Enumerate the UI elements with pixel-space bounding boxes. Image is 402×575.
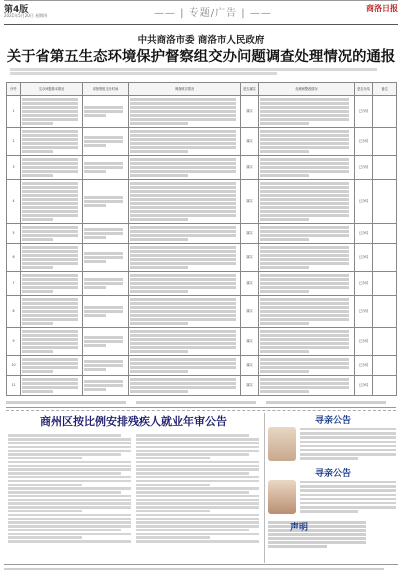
text-line (136, 442, 259, 444)
text-line (8, 446, 131, 448)
done-cell: 已办结 (355, 244, 373, 272)
search-notice-1-title: 寻亲公告 (314, 416, 351, 426)
handling-cell (259, 156, 355, 180)
text-line (268, 537, 366, 540)
status-cell: 属实 (241, 244, 259, 272)
notice-title: 关于省第五生态环境保护督察组交办问题调查处理情况的通报 (6, 49, 396, 65)
text-line (8, 442, 131, 444)
text-line (136, 521, 259, 523)
text-line (136, 525, 259, 527)
text-line (268, 529, 366, 532)
date-cell (83, 328, 129, 356)
paper-logo: 商洛日报 (366, 3, 398, 13)
text-line (136, 540, 259, 542)
handling-cell (259, 376, 355, 396)
col-header: 序号 (7, 83, 21, 96)
text-line (136, 480, 259, 482)
investigation-cell (129, 328, 241, 356)
text-line (300, 485, 396, 487)
text-line (8, 480, 131, 482)
table-footnotes (6, 397, 396, 407)
table-row (7, 376, 397, 396)
row-number: 1 (7, 96, 21, 128)
top-rule (4, 0, 398, 1)
status-cell: 属实 (241, 272, 259, 296)
text-line (136, 446, 259, 448)
child-photo (268, 427, 296, 461)
text-line (268, 545, 327, 548)
row-number: 2 (7, 128, 21, 156)
table-row (7, 96, 397, 128)
table-row (7, 328, 397, 356)
date-cell (83, 96, 129, 128)
remark-cell (373, 376, 397, 396)
text-line (8, 438, 131, 440)
handling-cell (259, 128, 355, 156)
text-line (8, 506, 131, 508)
text-line (300, 432, 396, 434)
investigation-cell (129, 296, 241, 328)
text-line (8, 521, 131, 523)
text-line (8, 495, 131, 497)
issue-cell (21, 224, 83, 244)
investigation-cell (129, 180, 241, 224)
col-header: 备注 (373, 83, 397, 96)
text-line (8, 491, 121, 493)
issue-cell (21, 180, 83, 224)
text-line (8, 510, 82, 512)
status-cell: 属实 (241, 96, 259, 128)
announcement-body (8, 433, 260, 551)
text-line (300, 453, 396, 455)
investigation-cell (129, 376, 241, 396)
text-line (300, 457, 358, 459)
text-line (136, 491, 249, 493)
col-header: 是否办结 (355, 83, 373, 96)
text-line (136, 465, 259, 467)
remark-cell (373, 244, 397, 272)
status-cell: 属实 (241, 224, 259, 244)
remark-cell (373, 224, 397, 244)
investigation-cell (129, 128, 241, 156)
text-line (136, 499, 259, 501)
text-line (8, 536, 82, 538)
text-line (8, 518, 131, 520)
issue-cell (21, 244, 83, 272)
text-line (136, 457, 210, 459)
text-line (8, 465, 131, 467)
status-cell: 属实 (241, 328, 259, 356)
text-line (300, 441, 396, 443)
page-number: 第4版 (4, 5, 29, 15)
issue-cell (21, 296, 83, 328)
text-line (136, 536, 210, 538)
text-line (136, 518, 259, 520)
text-line (8, 502, 131, 504)
handling-cell (259, 296, 355, 328)
table-row (7, 356, 397, 376)
status-cell: 属实 (241, 156, 259, 180)
text-line (8, 499, 131, 501)
statement-title: 声明 (290, 523, 309, 533)
remark-cell (373, 156, 397, 180)
text-line (8, 461, 131, 463)
page-footer (4, 564, 398, 573)
done-cell: 已办结 (355, 156, 373, 180)
investigation-cell (129, 156, 241, 180)
announcement-title: 商州区按比例安排残疾人就业年审公告 (40, 416, 227, 428)
text-line (136, 476, 259, 478)
date-cell (83, 156, 129, 180)
text-line (8, 476, 131, 478)
date-cell (83, 180, 129, 224)
text-line (8, 487, 131, 489)
row-number: 9 (7, 328, 21, 356)
text-line (8, 468, 131, 470)
text-line (8, 434, 121, 436)
status-cell: 属实 (241, 296, 259, 328)
done-cell: 已办结 (355, 128, 373, 156)
text-line (300, 481, 396, 483)
remark-cell (373, 296, 397, 328)
text-line (136, 453, 249, 455)
remark-cell (373, 272, 397, 296)
col-header: 省督察组交办时间 (83, 83, 129, 96)
text-line (8, 484, 82, 486)
handling-cell (259, 180, 355, 224)
table-header-row (7, 83, 397, 96)
text-line (136, 502, 259, 504)
child-photo (268, 480, 296, 514)
text-line (8, 525, 131, 527)
row-number: 5 (7, 224, 21, 244)
issue-cell (21, 96, 83, 128)
text-line (136, 438, 259, 440)
col-header: 处理和整改情况 (259, 83, 355, 96)
text-line (300, 428, 396, 430)
col-header: 调查核实情况 (129, 83, 241, 96)
text-line (136, 529, 249, 531)
status-cell: 属实 (241, 356, 259, 376)
search-notice-2-title: 寻亲公告 (314, 469, 351, 479)
issue-cell (21, 156, 83, 180)
done-cell: 已办结 (355, 296, 373, 328)
issues-table (6, 82, 397, 396)
text-line (300, 506, 396, 508)
announcement-column-left (8, 433, 131, 544)
text-line (300, 510, 358, 512)
text-line (136, 468, 259, 470)
text-line (136, 506, 259, 508)
handling-cell (259, 356, 355, 376)
remark-cell (373, 96, 397, 128)
handling-cell (259, 96, 355, 128)
table-row (7, 244, 397, 272)
row-number: 7 (7, 272, 21, 296)
text-line (136, 484, 210, 486)
text-line (300, 436, 396, 438)
text-line (136, 495, 259, 497)
header-rule (4, 24, 398, 25)
text-line (136, 487, 259, 489)
done-cell: 已办结 (355, 272, 373, 296)
text-line (136, 510, 210, 512)
investigation-cell (129, 96, 241, 128)
handling-cell (259, 328, 355, 356)
table-row (7, 224, 397, 244)
text-line (300, 498, 396, 500)
text-line (268, 541, 366, 544)
column-divider (264, 413, 265, 563)
newspaper-header (4, 2, 398, 26)
table-row (7, 128, 397, 156)
handling-cell (259, 272, 355, 296)
date-cell (83, 356, 129, 376)
col-header: 交办问题基本情况 (21, 83, 83, 96)
text-line (8, 453, 121, 455)
text-line (268, 525, 366, 528)
text-line (136, 533, 259, 535)
announcement-column-right (136, 433, 259, 544)
investigation-cell (129, 356, 241, 376)
remark-cell (373, 128, 397, 156)
date-cell (83, 224, 129, 244)
remark-cell (373, 180, 397, 224)
table-row (7, 272, 397, 296)
table-row (7, 180, 397, 224)
text-line (8, 514, 131, 516)
handling-cell (259, 224, 355, 244)
row-number: 11 (7, 376, 21, 396)
statement-notice (268, 520, 398, 564)
row-number: 10 (7, 356, 21, 376)
date-cell (83, 376, 129, 396)
issue-cell (21, 356, 83, 376)
text-line (136, 461, 259, 463)
text-line (8, 472, 121, 474)
remark-cell (373, 356, 397, 376)
row-number: 8 (7, 296, 21, 328)
search-notice-2 (268, 466, 398, 518)
done-cell: 已办结 (355, 180, 373, 224)
table-row (7, 296, 397, 328)
text-line (268, 521, 366, 524)
remark-cell (373, 328, 397, 356)
date-cell (83, 244, 129, 272)
text-line (136, 434, 249, 436)
done-cell: 已办结 (355, 224, 373, 244)
text-line (136, 514, 259, 516)
status-cell: 属实 (241, 376, 259, 396)
text-line (300, 494, 396, 496)
text-line (300, 489, 396, 491)
issuing-bodies: 中共商洛市委 商洛市人民政府 (137, 35, 265, 46)
done-cell: 已办结 (355, 96, 373, 128)
issue-date: 2021年5月20日 星期四 (4, 13, 48, 18)
investigation-cell (129, 224, 241, 244)
col-header: 是否属实 (241, 83, 259, 96)
notice-intro (10, 67, 392, 76)
text-line (8, 457, 82, 459)
row-number: 6 (7, 244, 21, 272)
date-cell (83, 128, 129, 156)
text-line (300, 449, 396, 451)
table-row (7, 156, 397, 180)
text-line (136, 472, 249, 474)
row-number: 3 (7, 156, 21, 180)
investigation-cell (129, 244, 241, 272)
investigation-cell (129, 272, 241, 296)
date-cell (83, 296, 129, 328)
issue-cell (21, 328, 83, 356)
status-cell: 属实 (241, 128, 259, 156)
section-divider (6, 407, 396, 408)
text-line (136, 450, 259, 452)
text-line (300, 502, 396, 504)
text-line (8, 540, 131, 542)
text-line (268, 533, 366, 536)
done-cell: 已办结 (355, 376, 373, 396)
status-cell: 属实 (241, 180, 259, 224)
text-line (8, 529, 121, 531)
done-cell: 已办结 (355, 328, 373, 356)
issue-cell (21, 376, 83, 396)
search-notice-1 (268, 413, 398, 465)
text-line (8, 533, 131, 535)
text-line (8, 450, 131, 452)
issue-cell (21, 128, 83, 156)
date-cell (83, 272, 129, 296)
row-number: 4 (7, 180, 21, 224)
done-cell: 已办结 (355, 356, 373, 376)
text-line (300, 445, 396, 447)
issue-cell (21, 272, 83, 296)
section-label: —— | 专题/广告 | —— (154, 8, 272, 19)
handling-cell (259, 244, 355, 272)
